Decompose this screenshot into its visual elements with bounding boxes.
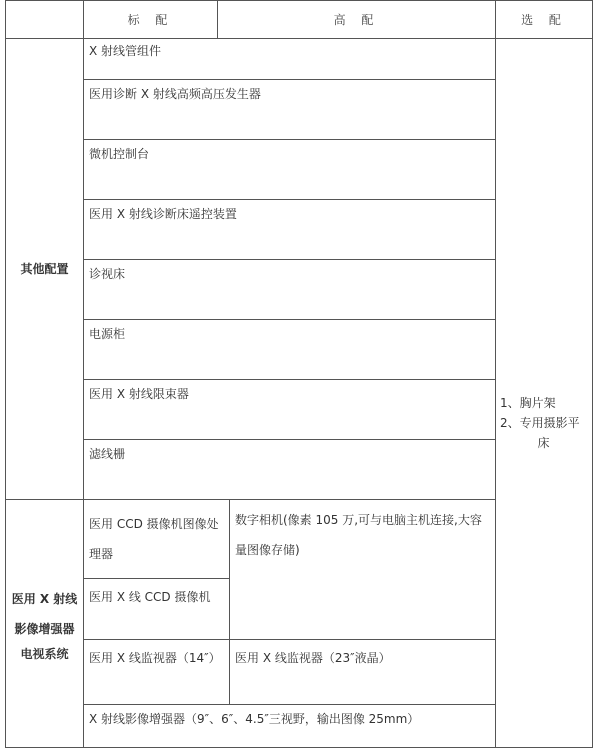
list-item: 医用 X 线监视器（14″） — [84, 640, 230, 705]
category-line: 电视系统 — [20, 646, 69, 661]
list-item: 电源柜 — [84, 320, 496, 380]
optional-items-cell — [496, 39, 593, 748]
list-item: 微机控制台 — [84, 140, 496, 200]
category-ii-tv-system — [6, 500, 84, 748]
list-item: 医用诊断 X 射线高频高压发生器 — [84, 80, 496, 140]
configuration-table — [5, 0, 593, 748]
header-standard: 标 配 — [84, 1, 218, 39]
list-item: 医用 X 射线限束器 — [84, 380, 496, 440]
table-row — [6, 39, 593, 80]
header-blank — [6, 1, 84, 39]
list-item-premium: 数字相机(像素 105 万,可与电脑主机连接,大容量图像存储) — [230, 500, 496, 640]
category-other-config: 其他配置 — [6, 39, 84, 500]
list-item: X 射线管组件 — [84, 39, 496, 80]
list-item: 医用 X 线 CCD 摄像机 — [84, 579, 230, 640]
list-item-premium: 医用 X 线监视器（23″液晶） — [230, 640, 496, 705]
category-line: 影像增强器 — [14, 621, 75, 636]
list-item: 医用 CCD 摄像机图像处理器 — [84, 500, 230, 579]
list-item: 滤线栅 — [84, 440, 496, 500]
header-optional: 选 配 — [496, 1, 593, 39]
optional-item-chest-rack: 1、胸片架 — [500, 396, 556, 410]
header-row — [6, 1, 593, 39]
list-item: X 射线影像增强器（9″、6″、4.5″三视野，输出图像 25mm） — [84, 705, 496, 748]
header-premium: 高 配 — [218, 1, 496, 39]
list-item: 医用 X 射线诊断床遥控装置 — [84, 200, 496, 260]
optional-item-table: 2、专用摄影平 — [500, 416, 580, 430]
category-line: 医用 X 射线 — [11, 591, 78, 606]
optional-item-table-cont: 床 — [537, 436, 550, 450]
list-item: 诊视床 — [84, 260, 496, 320]
